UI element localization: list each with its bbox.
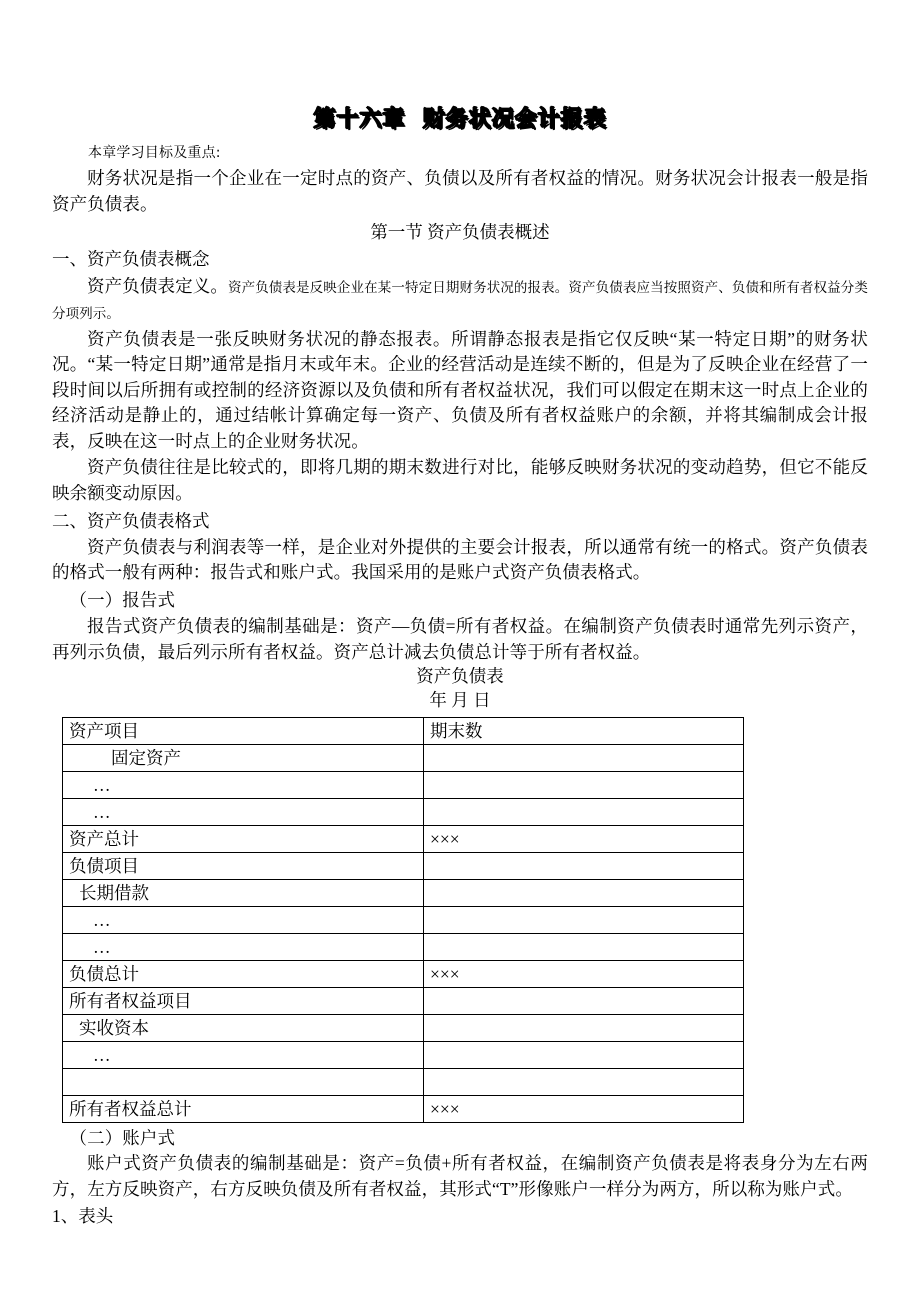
balance-sheet-table-body bbox=[63, 718, 744, 1123]
balance-sheet-table bbox=[62, 717, 744, 1123]
report-style-paragraph: 报告式资产负债表的编制基础是：资产—负债=所有者权益。在编制资产负债表时通常先列示资产，再列示负债，最后列示所有者权益。资产总计减去负债总计等于所有者权益。 bbox=[52, 616, 868, 662]
table-cell-item: 负债总计 bbox=[63, 961, 424, 988]
static-report-paragraph: 资产负债表是一张反映财务状况的静态报表。所谓静态报表是指它仅反映“某一特定日期”的财务状况。“某一特定日期”通常是指月末或年末。企业的经营活动是连续不断的，但是为了反映企业在经营了一段时间以后所拥有或控制的经济资源以及负债和所有者权益状况，我们可以假定在期末这一时点上企业的经济活动是静止的，通过结帐计算确定每一资产、负债及所有者权益账户的余额，并将其编制成会计报表，反映在这一时点上的企业财务状况。 bbox=[52, 328, 868, 451]
table-cell-value: ××× bbox=[424, 826, 744, 853]
balance-sheet-date-line: 年 月 日 bbox=[429, 689, 491, 710]
table-row bbox=[63, 1015, 744, 1042]
page-title: 第十六章 财务状况会计报表 bbox=[313, 107, 607, 132]
table-cell-value bbox=[424, 1042, 744, 1069]
table-cell-value: ××× bbox=[424, 1096, 744, 1123]
table-cell-value bbox=[424, 853, 744, 880]
table-row bbox=[63, 1096, 744, 1123]
table-row bbox=[63, 772, 744, 799]
table-cell-value bbox=[424, 799, 744, 826]
table-cell-value bbox=[424, 772, 744, 799]
table-cell-value bbox=[424, 1069, 744, 1096]
table-cell-item: 所有者权益项目 bbox=[63, 988, 424, 1015]
table-row bbox=[63, 718, 744, 745]
table-cell-item: … bbox=[63, 799, 424, 826]
table-row bbox=[63, 961, 744, 988]
definition-rest: 资产负债表是反映企业在某一特定日期财务状况的报表。资产负债表应当按照资产、负债和所有者权益分类分项列示。 bbox=[52, 280, 868, 322]
table-cell-item: 固定资产 bbox=[63, 745, 424, 772]
table-cell-item: 资产项目 bbox=[63, 718, 424, 745]
subheading-account-style: （二）账户式 bbox=[69, 1128, 176, 1149]
heading-table-head: 1、表头 bbox=[52, 1206, 114, 1227]
table-row bbox=[63, 907, 744, 934]
subheading-report-style: （一）报告式 bbox=[69, 589, 176, 610]
table-cell-value bbox=[424, 907, 744, 934]
table-cell-item: … bbox=[63, 772, 424, 799]
table-row bbox=[63, 799, 744, 826]
table-cell-value: ××× bbox=[424, 961, 744, 988]
format-paragraph: 资产负债表与利润表等一样，是企业对外提供的主要会计报表，所以通常有统一的格式。资产负债表的格式一般有两种：报告式和账户式。我国采用的是账户式资产负债表格式。 bbox=[52, 536, 868, 583]
account-style-paragraph: 账户式资产负债表的编制基础是：资产=负债+所有者权益，在编制资产负债表是将表身分为左右两方，左方反映资产，右方反映负债及所有者权益，其形式“T”形像账户一样分为两方，所以称为账户式。 bbox=[52, 1153, 868, 1199]
definition-lead: 资产负债表定义。 bbox=[87, 276, 228, 297]
table-cell-item: 长期借款 bbox=[63, 880, 424, 907]
table-cell-item: 资产总计 bbox=[63, 826, 424, 853]
table-row bbox=[63, 745, 744, 772]
table-cell-value bbox=[424, 934, 744, 961]
table-cell-value: 期末数 bbox=[424, 718, 744, 745]
table-row bbox=[63, 1069, 744, 1096]
table-row bbox=[63, 853, 744, 880]
heading-balance-sheet-format: 二、资产负债表格式 bbox=[52, 510, 210, 531]
table-cell-item: … bbox=[63, 1042, 424, 1069]
table-cell-item: … bbox=[63, 934, 424, 961]
trailing-content bbox=[52, 1125, 868, 1230]
balance-sheet-title: 资产负债表 bbox=[416, 666, 504, 687]
table-cell-value bbox=[424, 988, 744, 1015]
table-row bbox=[63, 880, 744, 907]
table-row bbox=[63, 826, 744, 853]
table-row bbox=[63, 1042, 744, 1069]
table-cell-item: 所有者权益总计 bbox=[63, 1096, 424, 1123]
table-cell-item: 实收资本 bbox=[63, 1015, 424, 1042]
table-cell-value bbox=[424, 880, 744, 907]
definition-paragraph bbox=[52, 273, 868, 326]
objectives-label: 本章学习目标及重点: bbox=[88, 145, 221, 162]
table-cell-value bbox=[424, 1015, 744, 1042]
table-cell-value bbox=[424, 745, 744, 772]
table-cell-item: 负债项目 bbox=[63, 853, 424, 880]
comparative-paragraph: 资产负债往往是比较式的，即将几期的期末数进行对比，能够反映财务状况的变动趋势，但它不能反映余额变动原因。 bbox=[52, 457, 868, 503]
table-cell-item bbox=[63, 1069, 424, 1096]
heading-balance-sheet-concept: 一、资产负债表概念 bbox=[52, 248, 210, 269]
objectives-body: 财务状况是指一个企业在一定时点的资产、负债以及所有者权益的情况。财务状况会计报表一般是指资产负债表。 bbox=[52, 168, 868, 215]
section-heading: 第一节 资产负债表概述 bbox=[370, 221, 550, 242]
table-row bbox=[63, 988, 744, 1015]
table-row bbox=[63, 934, 744, 961]
table-cell-item: … bbox=[63, 907, 424, 934]
